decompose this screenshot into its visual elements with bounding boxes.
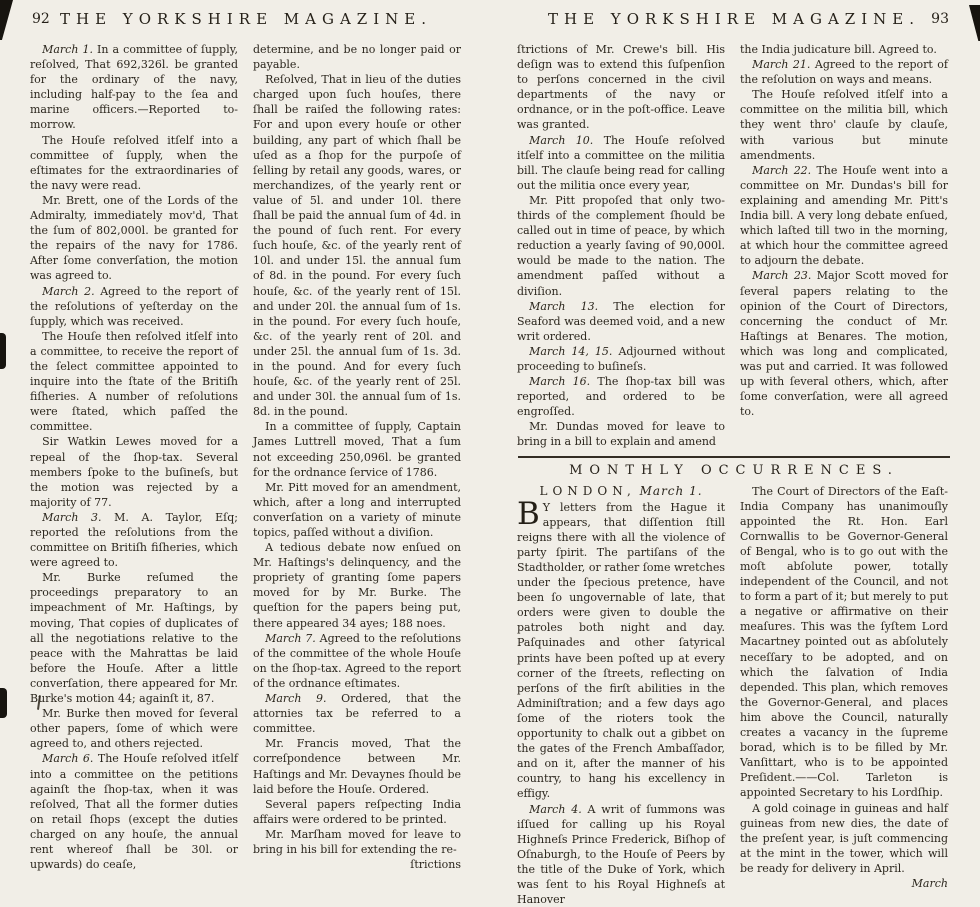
right-column-1-top: [517, 42, 725, 450]
paragraph: March 22. The Houſe went into a committee on Mr. Dundas's bill for explaining and amending Mr. Pitt's India bill. A very long debate enſued, which laſted till two in the morning, at which hour the committee agreed to adjourn the debate.: [740, 163, 948, 269]
left-column-2: [253, 42, 461, 872]
paragraph: the India judicature bill. Agreed to.: [740, 42, 948, 57]
date-lead: March 1.: [42, 43, 93, 56]
paragraph: March 3. M. A. Taylor, Eſq; reported the reſolutions from the committee on Britiſh fiſheries, which were agreed to.: [30, 510, 238, 570]
left-page: [30, 10, 462, 872]
paragraph: The Houſe then reſolved itſelf into a committee, to receive the report of the ſelect committee appointed to inquire into the ſtate of the Britiſh fiſheries. A number of reſolutions were ſtated, which paſſed the committee.: [30, 329, 238, 435]
right-page-header: [517, 10, 951, 38]
paragraph: B Y letters from the Hague it appears, that diſſention ſtill reigns there with all the violence of party ſpirit. The partiſans of the Stadtholder, or rather ſome wretches under the ſpecious pretence, have been ſo ungovernable of late, that orders were given to double the patroles both night and day. Paſquinades and other ſatyrical prints have been poſted up at every corner of the ſtreets, reflecting on perſons of the firſt abilities in the Adminiſtration; and a few days ago ſome of the rioters took the opportunity to chalk out a gibbet on the gates of the French Ambaſſador, and on it, after the manner of his country, to hang his excellency in effigy.: [517, 500, 725, 802]
paragraph: The Court of Directors of the Eaſt-India Company has unanimouſly appointed the Rt. Hon. Earl Cornwallis to be Governor-General of Bengal, who is to go out with the moſt abſolute power, totally independent of the Council, and not to form a part of it; but merely to put a negative or affirmative on their meaſures. This was the ſyſtem Lord Macartney pointed out as abſolutely neceſſary to be adopted, and on which the ſalvation of India depended. This plan, which removes the Governor-General, and places him above the Council, naturally creates a vacancy in the ſupreme borad, which is to be filled by Mr. Vanſittart, who is to be appointed Preſident.——Col. Tarleton is appointed Secretary to his Lordſhip.: [740, 484, 948, 801]
left-column-1: [30, 42, 238, 872]
paragraph: March 23. Major Scott moved for ſeveral papers relating to the opinion of the Court of Directors, concerning the conduct of Mr. Haſtings at Benares. The motion, which was long and complicated, was put and carried. It was followed up with ſeveral others, which, after ſome converſation, were all agreed to.: [740, 268, 948, 419]
right-column-2-bottom: [740, 484, 948, 907]
date-lead: March 6.: [42, 752, 93, 765]
left-page-columns: [30, 42, 462, 872]
date-lead: March 10.: [529, 134, 593, 147]
paragraph: March 10. The Houſe reſolved itſelf into a committee on the militia bill. The clauſe being read for calling out the militia once every year,: [517, 133, 725, 193]
catchword: ſtrictions: [253, 857, 461, 872]
monthly-occurrences-heading: MONTHLY OCCURRENCES.: [517, 463, 951, 478]
paragraph: March 9. Ordered, that the attornies tax be referred to a committee.: [253, 691, 461, 736]
section-divider-rule: [518, 456, 950, 458]
paragraph: Mr. Burke then moved for ſeveral other papers, ſome of which were agreed to, and others rejected.: [30, 706, 238, 751]
paragraph: March 13. The election for Seaford was deemed void, and a new writ ordered.: [517, 299, 725, 344]
right-column-1-bottom: [517, 484, 725, 907]
date-lead: March 16.: [529, 375, 590, 388]
scan-artifact-left-edge-lower: [0, 688, 7, 718]
london-dateline: [517, 484, 725, 499]
monthly-occurrences-section: [517, 484, 951, 907]
paragraph: March 6. The Houſe reſolved itſelf into a committee on the petitions againſt the ſhop-tax, when it was reſolved, That all the former duties on retail ſhops (except the duties charged on any houſe, the annual rent whereof ſhall be 30l. or upwards) do ceaſe,: [30, 751, 238, 872]
drop-cap: B: [517, 500, 543, 527]
paragraph: March 7. Agreed to the reſolutions of the committee of the whole Houſe on the ſhop-tax. Agreed to the report of the ordnance eſtimates.: [253, 631, 461, 691]
paragraph: The Houſe reſolved itſelf into a committee of ſupply, when the eſtimates for the extraordinaries of the navy were read.: [30, 133, 238, 193]
left-page-number: 92: [32, 11, 50, 27]
paragraph: Sir Watkin Lewes moved for a repeal of the ſhop-tax. Several members ſpoke to the buſineſs, but the motion was rejected by a majority of 77.: [30, 434, 238, 509]
right-column-2-top: [740, 42, 948, 450]
paragraph: ſtrictions of Mr. Crewe's bill. His deſign was to extend this ſuſpenſion to perſons concerned in the civil departments of the navy or ordnance, or in the poſt-office. Leave was granted.: [517, 42, 725, 133]
right-page: [517, 10, 951, 907]
london-place-label: LONDON,: [539, 484, 635, 498]
scan-artifact-left-edge: [0, 333, 6, 369]
right-page-number: 93: [931, 11, 949, 27]
london-news-paragraphs: [517, 500, 725, 907]
paragraph: March 14, 15. Adjourned without proceeding to buſineſs.: [517, 344, 725, 374]
right-masthead: THE YORKSHIRE MAGAZINE.: [517, 10, 951, 28]
parliament-report-section: [517, 42, 951, 450]
paragraph: Several papers reſpecting India affairs were ordered to be printed.: [253, 797, 461, 827]
left-page-header: [30, 10, 462, 38]
paragraph: March 4. A writ of ſummons was iſſued for calling up his Royal Highneſs Prince Frederick, Biſhop of Oſnaburgh, to the Houſe of Peers by the title of the Duke of York, which was ſent to his Royal Highneſs at Hanover: [517, 802, 725, 907]
date-lead: March 23.: [752, 269, 811, 282]
paragraph: A gold coinage in guineas and half guineas from new dies, the date of the preſent year, is juſt commencing at the mint in the tower, which will be ready for delivery in April.: [740, 801, 948, 876]
left-masthead: THE YORKSHIRE MAGAZINE.: [30, 10, 462, 28]
london-date-label: March 1.: [640, 484, 703, 498]
paragraph: Reſolved, That in lieu of the duties charged upon ſuch houſes, there ſhall be raiſed the following rates: For and upon every houſe or other building, any part of which ſhall be uſed as a ſhop for the purpoſe of ſelling by retail any goods, wares, or merchandizes, of the yearly rent or value of 5l. and under 10l. there ſhall be paid the annual ſum of 4d. in the pound of ſuch rent. For every ſuch houſe, &c. of the yearly rent of 10l. and under 15l. the annual ſum of 8d. in the pound. For every ſuch houſe, &c. of the yearly rent of 15l. and under 20l. the annual ſum of 1s. in the pound. For every ſuch houſe, &c. of the yearly rent of 20l. and under 25l. the annual ſum of 1s. 3d. in the pound. And for every ſuch houſe, &c. of the yearly rent of 25l. and under 30l. the annual ſum of 1s. 8d. in the pound.: [253, 72, 461, 419]
date-lead: March 4.: [529, 803, 582, 816]
date-lead: March 3.: [42, 511, 101, 524]
paragraph: The Houſe reſolved itſelf into a committee on the militia bill, which they went thro' clauſe by clauſe, with various but minute amendments.: [740, 87, 948, 162]
paragraph: March 2. Agreed to the report of the reſolutions of yeſterday on the ſupply, which was received.: [30, 284, 238, 329]
paragraph: March 21. Agreed to the report of the reſolution on ways and means.: [740, 57, 948, 87]
date-lead: March 21.: [752, 58, 810, 71]
paragraph: Mr. Francis moved, That the correſpondence between Mr. Haſtings and Mr. Devaynes ſhould be laid before the Houſe. Ordered.: [253, 736, 461, 796]
date-lead: March 14, 15.: [529, 345, 612, 358]
paragraph: Mr. Marſham moved for leave to bring in his bill for extending the re-: [253, 827, 461, 857]
date-lead: March 7.: [265, 632, 316, 645]
paragraph: Mr. Burke reſumed the proceedings preparatory to an impeachment of Mr. Haſtings, by moving, That copies of duplicates of all the negotiations relative to the peace with the Mahrattas be laid before the Houſe. After a little converſation, there appeared for Mr. Burke's motion 44; againſt it, 87.: [30, 570, 238, 706]
paragraph: March 1. In a committee of ſupply, reſolved, That 692,326l. be granted for the ordinary of the navy, including half-pay to the ſea and marine officers.—Reported to-morrow.: [30, 42, 238, 133]
paragraph: A tedious debate now enſued on Mr. Haſtings's delinquency, and the propriety of granting ſome papers moved for by Mr. Burke. The queſtion for the papers being put, there appeared 34 ayes; 188 noes.: [253, 540, 461, 631]
paragraph: Mr. Brett, one of the Lords of the Admiralty, immediately mov'd, That the ſum of 802,000l. be granted for the repairs of the navy for 1786. After ſome converſation, the motion was agreed to.: [30, 193, 238, 284]
paragraph: Mr. Dundas moved for leave to bring in a bill to explain and amend: [517, 419, 725, 449]
date-lead: March 9.: [265, 692, 326, 705]
paragraph: Mr. Pitt propoſed that only two-thirds of the complement ſhould be called out in time of peace, by which reduction a yearly ſaving of 90,000l. would be made to the nation. The amendment paſſed without a diviſion.: [517, 193, 725, 299]
date-lead: March 22.: [752, 164, 811, 177]
paragraph: determine, and be no longer paid or payable.: [253, 42, 461, 72]
scan-artifact-top-right: [969, 5, 980, 41]
scan-artifact-top-left: [0, 0, 13, 40]
paragraph: In a committee of ſupply, Captain James Luttrell moved, That a ſum not exceeding 250,096l. be granted for the ordnance ſervice of 1786.: [253, 419, 461, 479]
paragraph: March 16. The ſhop-tax bill was reported, and ordered to be engroſſed.: [517, 374, 725, 419]
catchword: March: [740, 876, 948, 891]
date-lead: March 13.: [529, 300, 598, 313]
paragraph: Mr. Pitt moved for an amendment, which, after a long and interrupted converſation on a variety of minute topics, paſſed without a diviſion.: [253, 480, 461, 540]
date-lead: March 2.: [42, 285, 94, 298]
